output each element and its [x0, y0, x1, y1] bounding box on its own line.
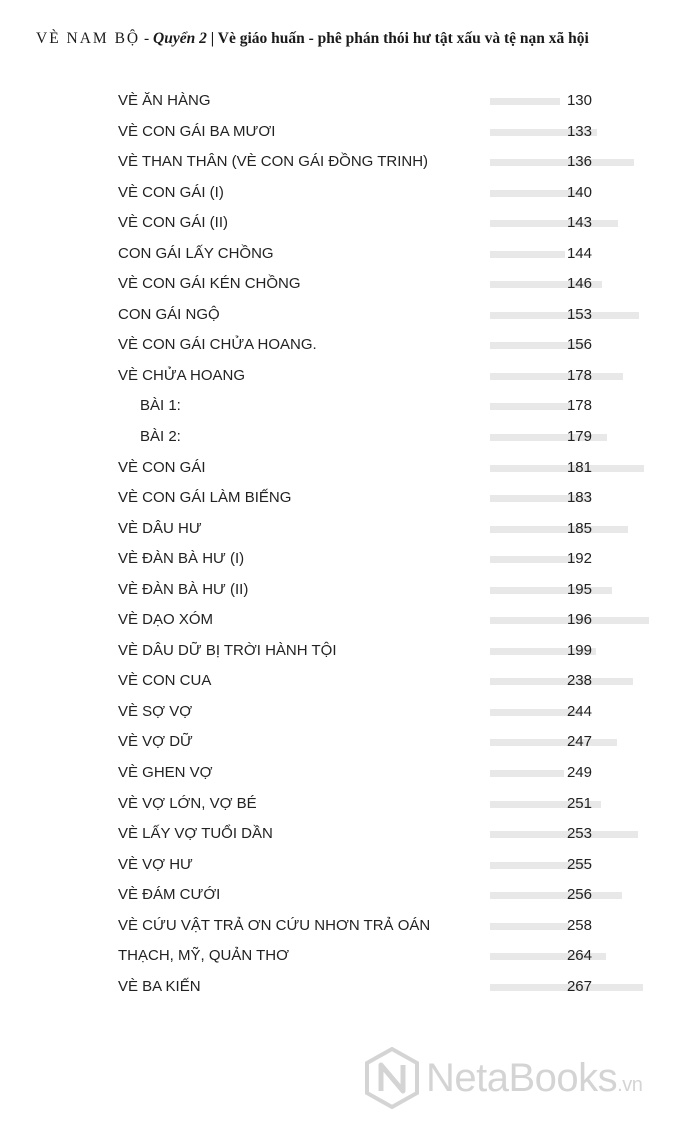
watermark-brand: NetaBooks — [426, 1055, 618, 1100]
toc-entry-title: VÈ BA KIẾN — [118, 977, 201, 995]
toc-entry — [118, 575, 592, 606]
running-header — [36, 30, 676, 48]
toc-entry — [118, 391, 592, 422]
toc-entry-page: 255 — [566, 855, 592, 873]
toc-entry-page: 253 — [566, 825, 592, 843]
table-of-contents — [118, 86, 592, 1002]
toc-entry-title: VÈ CON GÁI CHỬA HOANG. — [118, 336, 317, 354]
toc-entry-page: 146 — [566, 275, 592, 293]
toc-entry-title: VÈ GHEN VỢ — [118, 764, 213, 782]
netabooks-logo-icon — [364, 1047, 420, 1109]
toc-entry-page: 144 — [566, 244, 592, 262]
toc-entry — [118, 422, 592, 453]
toc-entry — [118, 453, 592, 484]
toc-entry-title: VÈ DÂU HƯ — [118, 519, 202, 537]
toc-entry — [118, 666, 592, 697]
header-dash: - — [140, 30, 154, 47]
toc-entry — [118, 483, 592, 514]
toc-entry-page: 267 — [566, 977, 592, 995]
toc-entry — [118, 727, 592, 758]
toc-entry-title: VÈ SỢ VỢ — [118, 702, 193, 720]
toc-entry-title: BÀI 2: — [140, 428, 181, 446]
toc-entry-title: VÈ DÂU DỮ BỊ TRỜI HÀNH TỘI — [118, 641, 337, 659]
toc-entry-page: 199 — [566, 641, 592, 659]
toc-entry — [118, 269, 592, 300]
toc-entry-title: CON GÁI LẤY CHỒNG — [118, 244, 274, 262]
toc-entry — [118, 697, 592, 728]
toc-entry — [118, 239, 592, 270]
toc-entry-title: VÈ THAN THÂN (VÈ CON GÁI ĐỒNG TRINH) — [118, 153, 429, 171]
toc-entry-page: 185 — [566, 519, 592, 537]
toc-entry-page: 143 — [566, 214, 592, 232]
toc-entry — [118, 758, 592, 789]
toc-entry — [118, 208, 592, 239]
toc-entry-page: 140 — [566, 183, 592, 201]
header-series: VÈ NAM BỘ — [36, 30, 141, 47]
toc-entry — [118, 330, 592, 361]
toc-entry-title: VÈ CHỬA HOANG — [118, 366, 246, 384]
toc-entry — [118, 636, 592, 667]
toc-entry-title: VÈ CON GÁI KÉN CHỒNG — [118, 275, 301, 293]
toc-entry-page: 195 — [566, 580, 592, 598]
toc-entry — [118, 850, 592, 881]
toc-entry — [118, 605, 592, 636]
toc-entry-page: 130 — [566, 92, 592, 109]
toc-entry-page: 136 — [566, 153, 592, 171]
header-subtitle: Vè giáo huấn - phê phán thói hư tật xấu và tệ nạn xã hội — [217, 30, 589, 47]
toc-entry-page: 196 — [566, 611, 592, 629]
header-separator: | — [206, 30, 218, 47]
toc-entry — [118, 941, 592, 972]
toc-entry-title: THẠCH, MỸ, QUẢN THƠ — [118, 947, 289, 965]
toc-entry — [118, 911, 592, 942]
toc-entry — [118, 789, 592, 820]
toc-entry-page: 244 — [566, 702, 592, 720]
toc-entry-title: VÈ VỢ HƯ — [118, 855, 193, 873]
watermark — [364, 1046, 694, 1110]
toc-entry — [118, 880, 592, 911]
toc-entry-page: 247 — [566, 733, 592, 751]
toc-entry — [118, 544, 592, 575]
toc-entry-page: 179 — [566, 428, 592, 446]
toc-entry-page: 178 — [566, 397, 592, 415]
toc-entry — [118, 300, 592, 331]
toc-entry-title: VÈ CON GÁI (I) — [118, 183, 224, 201]
toc-entry-page: 238 — [566, 672, 592, 690]
toc-entry-page: 178 — [566, 366, 592, 384]
toc-entry-page: 251 — [566, 794, 592, 812]
toc-entry — [118, 147, 592, 178]
toc-entry-page: 256 — [566, 886, 592, 904]
toc-entry-title: VÈ LẤY VỢ TUỔI DẦN — [118, 825, 273, 843]
toc-entry — [118, 514, 592, 545]
toc-entry-title: VÈ ĐÁM CƯỚI — [118, 886, 221, 904]
toc-entry-title: VÈ CON GÁI (II) — [118, 214, 229, 232]
toc-entry-title: VÈ DẠO XÓM — [118, 611, 214, 629]
toc-entry-title: VÈ VỢ DỮ — [118, 733, 193, 751]
toc-entry-title: BÀI 1: — [140, 397, 181, 415]
toc-entry-page: 156 — [566, 336, 592, 354]
toc-entry-title: VÈ CỨU VẬT TRẢ ƠN CỨU NHƠN TRẢ OÁN — [118, 916, 431, 934]
toc-entry-page: 264 — [566, 947, 592, 965]
toc-entry-title: VÈ ĂN HÀNG — [118, 92, 211, 109]
toc-entry-page: 249 — [566, 764, 592, 782]
toc-entry-page: 181 — [566, 458, 592, 476]
toc-entry-page: 133 — [566, 122, 592, 140]
toc-entry-page: 192 — [566, 550, 592, 568]
toc-entry — [118, 178, 592, 209]
toc-entry — [118, 972, 592, 1003]
toc-entry-page: 183 — [566, 489, 592, 507]
toc-entry — [118, 819, 592, 850]
toc-entry-title: VÈ ĐÀN BÀ HƯ (I) — [118, 550, 245, 568]
toc-entry-title: VÈ CON CUA — [118, 672, 212, 690]
toc-entry-title: VÈ CON GÁI LÀM BIẾNG — [118, 489, 292, 507]
watermark-suffix: .vn — [617, 1073, 643, 1096]
toc-entry-page: 153 — [566, 305, 592, 323]
toc-entry-title: CON GÁI NGỘ — [118, 305, 220, 323]
header-volume: Quyển 2 — [153, 30, 207, 47]
toc-entry-title: VÈ ĐÀN BÀ HƯ (II) — [118, 580, 249, 598]
toc-entry-title: VÈ CON GÁI — [118, 458, 206, 476]
toc-entry-title: VÈ VỢ LỚN, VỢ BÉ — [118, 794, 257, 812]
watermark-text — [426, 1056, 642, 1101]
toc-entry — [118, 117, 592, 148]
toc-entry-page: 258 — [566, 916, 592, 934]
toc-entry — [118, 361, 592, 392]
toc-entry — [118, 86, 592, 117]
toc-entry-title: VÈ CON GÁI BA MƯƠI — [118, 122, 276, 140]
